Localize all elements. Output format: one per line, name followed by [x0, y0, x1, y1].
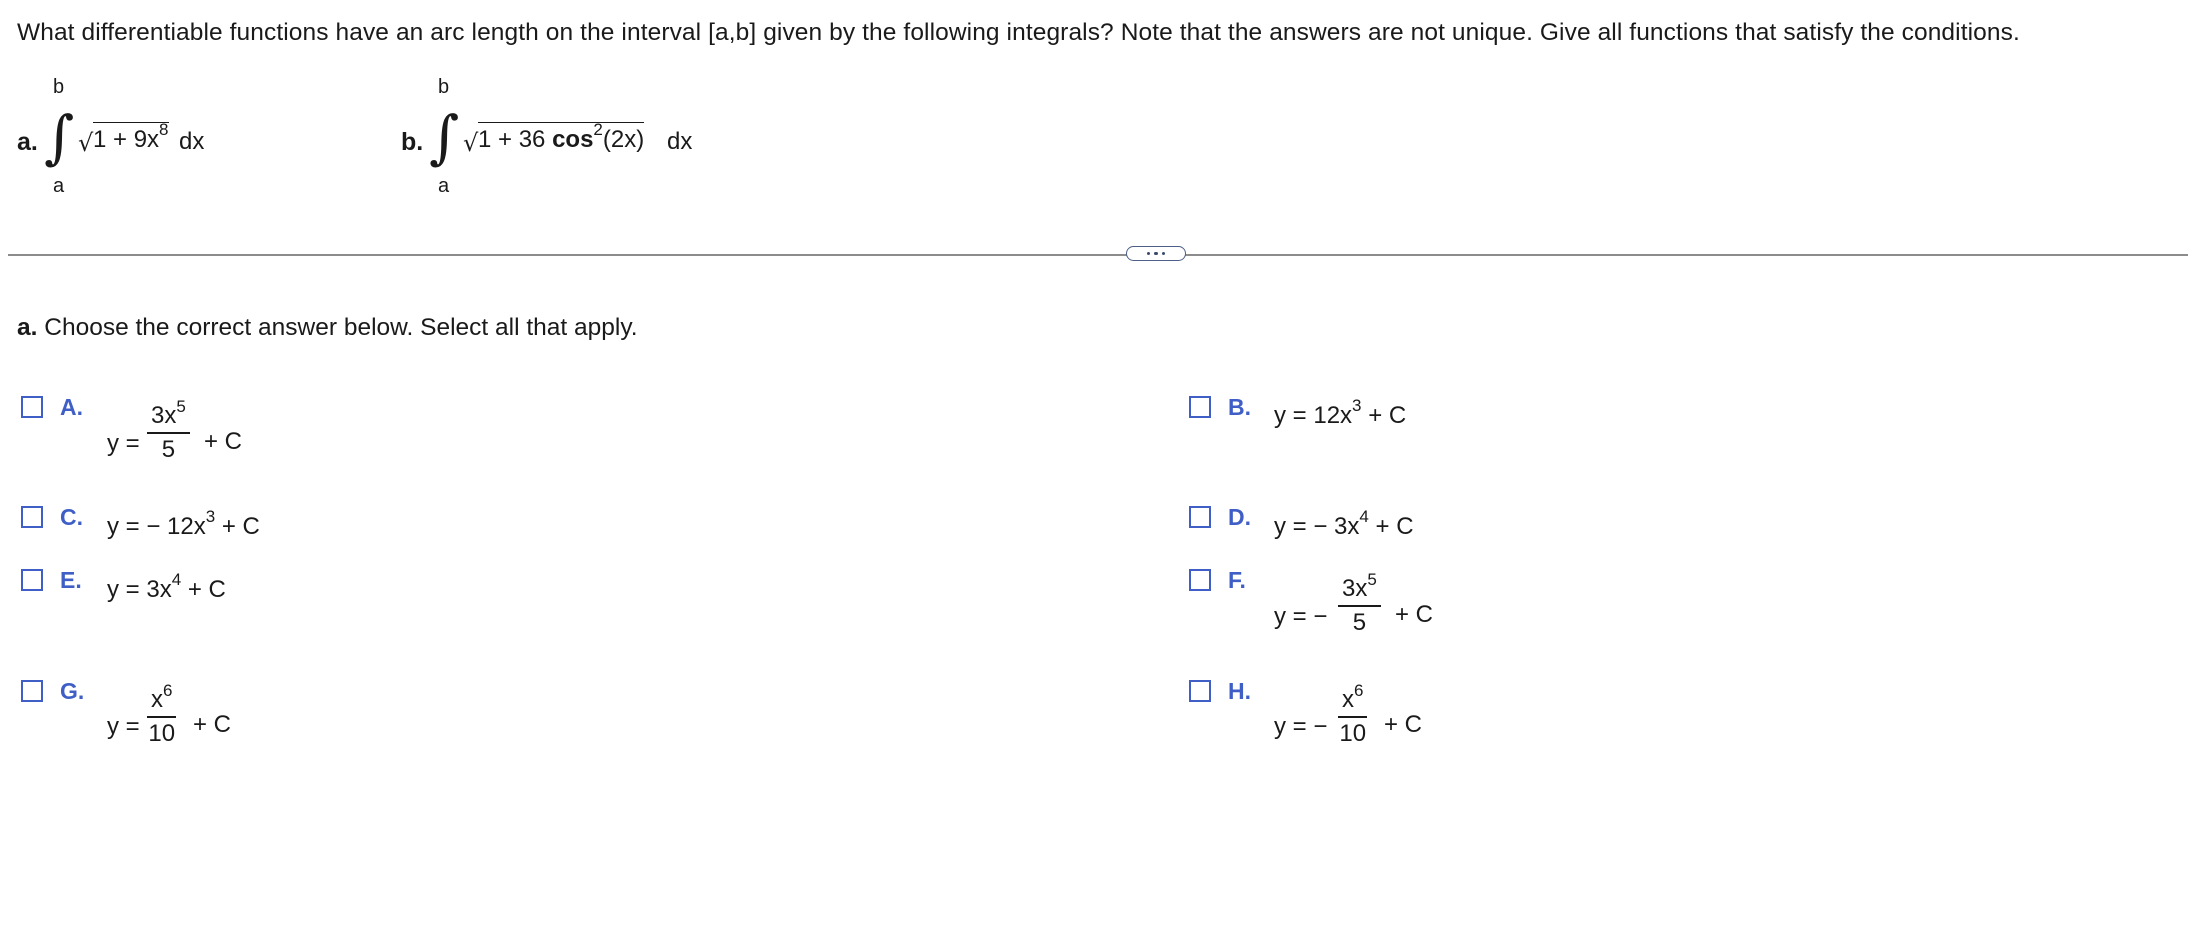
- option-a-label: A.: [60, 394, 83, 420]
- dot-icon: [1147, 252, 1151, 256]
- option-d-label: D.: [1228, 504, 1251, 530]
- option-a-checkbox[interactable]: [21, 396, 43, 418]
- option-h-constant: + C: [1384, 711, 1423, 738]
- option-d-checkbox[interactable]: [1189, 506, 1211, 528]
- option-h-checkbox[interactable]: [1189, 680, 1211, 702]
- dot-icon: [1154, 252, 1158, 256]
- option-f-fraction: $3x^5$ 5: [1338, 575, 1381, 637]
- option-c-checkbox[interactable]: [21, 506, 43, 528]
- option-f-lhs: y = −: [1274, 603, 1328, 630]
- integral-b-upper-limit: b: [438, 76, 450, 98]
- integral-b-lower-limit: a: [438, 175, 450, 197]
- option-f-checkbox[interactable]: [1189, 569, 1211, 591]
- option-b-checkbox[interactable]: [1189, 396, 1211, 418]
- dot-icon: [1162, 252, 1166, 256]
- integral-sign: ∫: [44, 103, 75, 171]
- option-g-fraction: $x^6$ 10: [148, 681, 176, 747]
- more-options-button[interactable]: [1126, 246, 1186, 261]
- option-c-label: C.: [60, 504, 83, 530]
- option-e-checkbox[interactable]: [21, 569, 43, 591]
- integral-b-label: b.: [401, 128, 424, 156]
- option-d-expression: y = − $3x^4 + C$: [1274, 507, 1414, 540]
- integral-sign: ∫: [429, 103, 460, 171]
- question-text: What differentiable functions have an arc length on the interval [a,b] given by the following integrals? Note that the answers are not unique. Give all functions that satisfy the conditions.: [17, 19, 2020, 46]
- sqrt-icon: √: [78, 129, 94, 157]
- integral-a-label: a.: [17, 128, 38, 156]
- option-f-label: F.: [1228, 567, 1246, 593]
- option-e-label: E.: [60, 567, 82, 593]
- option-f-constant: + C: [1395, 601, 1434, 628]
- option-h-label: H.: [1228, 678, 1251, 704]
- option-c-expression: y = − $12x^3 + C$: [107, 507, 260, 540]
- option-b-label: B.: [1228, 394, 1251, 420]
- option-a-constant: + C: [204, 428, 243, 455]
- option-h-fraction: $x^6$ 10: [1339, 681, 1367, 747]
- option-b-expression: $y = 12x^3 + C$: [1274, 396, 1407, 429]
- divider: [8, 254, 2188, 256]
- option-e-expression: $y = 3x^4 + C$: [107, 570, 226, 603]
- option-g-checkbox[interactable]: [21, 680, 43, 702]
- integral-a-dx: dx: [179, 128, 205, 155]
- option-h-lhs: y = −: [1274, 713, 1328, 740]
- option-g-lhs: y =: [107, 713, 140, 740]
- option-a-lhs: y =: [107, 430, 140, 457]
- option-a-fraction: $3x^5$ 5: [147, 402, 190, 464]
- integral-b-radicand: 1 + 36 $\cos^2(2x)$: [478, 120, 645, 153]
- integral-b-dx: dx: [667, 128, 693, 155]
- sqrt-icon: √: [463, 129, 479, 157]
- option-g-label: G.: [60, 678, 85, 704]
- integral-a-lower-limit: a: [53, 175, 65, 197]
- option-g-constant: + C: [193, 711, 232, 738]
- part-a-prompt: a. Choose the correct answer below. Select all that apply.: [17, 314, 638, 341]
- integral-a-radicand: $1 + 9x^8$: [93, 120, 169, 153]
- integral-a-upper-limit: b: [53, 76, 65, 98]
